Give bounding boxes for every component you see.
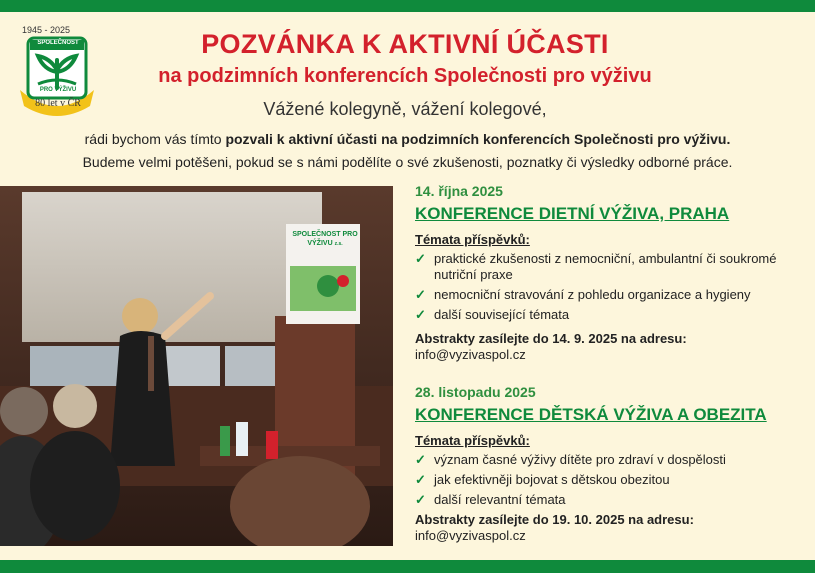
banner-line-1: SPOLEČNOST PRO: [292, 231, 358, 238]
banner-line-2: VÝŽIVU: [307, 240, 333, 247]
bottom-green-bar: [0, 560, 815, 573]
checkmark-icon: ✓: [415, 492, 426, 507]
intro-line-1-bold: pozvali k aktivní účasti na podzimních konferencích Společnosti pro výživu.: [225, 131, 731, 147]
logo-org-top: SPOLEČNOST: [37, 40, 79, 46]
logo-anniversary: 80 let v ČR: [35, 98, 81, 109]
checkmark-icon: ✓: [415, 472, 426, 487]
conference-2-abstracts: Abstrakty zasílejte do 19. 10. 2025 na adresu:: [415, 512, 694, 527]
list-item: ✓ praktické zkušenosti z nemocniční, ambulantní či soukromé nutriční praxe: [415, 251, 777, 282]
conference-1: [415, 183, 810, 362]
page-subtitle: na podzimních konferencích Společnosti pro výživu: [158, 65, 652, 87]
list-item: ✓ jak efektivněji bojovat s dětskou obezitou: [415, 472, 670, 487]
list-item: ✓ význam časné výživy dítěte pro zdraví v dospělosti: [415, 452, 726, 467]
checkmark-icon: ✓: [415, 251, 426, 266]
banner-text: [290, 230, 360, 249]
conference-1-email[interactable]: info@vyzivaspol.cz: [415, 347, 526, 362]
intro-line-2: Budeme velmi potěšeni, pokud se s námi podělíte o své zkušenosti, poznatky či výsledky odborné práce.: [82, 154, 733, 170]
intro-line-1: [10, 131, 805, 147]
conference-2-email[interactable]: info@vyzivaspol.cz: [415, 528, 526, 543]
greeting: Vážené kolegyně, vážení kolegové,: [263, 99, 547, 119]
logo-years: 1945 - 2025: [21, 25, 71, 35]
conference-1-topics-label: Témata příspěvků:: [415, 232, 530, 247]
intro-line-1-start: rádi bychom vás tímto: [84, 131, 226, 147]
page-title: POZVÁNKA K AKTIVNÍ ÚČASTI: [201, 29, 609, 59]
list-item: ✓ nemocniční stravování z pohledu organizace a hygieny: [415, 287, 751, 302]
conference-2-title: KONFERENCE DĚTSKÁ VÝŽIVA A OBEZITA: [415, 405, 767, 424]
conference-1-abstracts: Abstrakty zasílejte do 14. 9. 2025 na adresu:: [415, 331, 687, 346]
checkmark-icon: ✓: [415, 307, 426, 322]
conference-1-date: 14. října 2025: [415, 183, 503, 199]
list-item: ✓ další relevantní témata: [415, 492, 566, 507]
logo-org-bottom: PRO VÝŽIVU: [39, 87, 77, 93]
conference-photo: [0, 186, 393, 546]
top-green-bar: [0, 0, 815, 12]
conference-2-topics: [415, 452, 810, 508]
checkmark-icon: ✓: [415, 452, 426, 467]
conference-2-topics-label: Témata příspěvků:: [415, 433, 530, 448]
conference-2-date: 28. listopadu 2025: [415, 384, 536, 400]
banner-suffix: z.s.: [334, 241, 343, 247]
conference-1-title: KONFERENCE DIETNÍ VÝŽIVA, PRAHA: [415, 204, 730, 223]
list-item: ✓ další související témata: [415, 307, 570, 322]
checkmark-icon: ✓: [415, 287, 426, 302]
conference-2: [415, 384, 810, 543]
conference-1-topics: [415, 251, 810, 323]
